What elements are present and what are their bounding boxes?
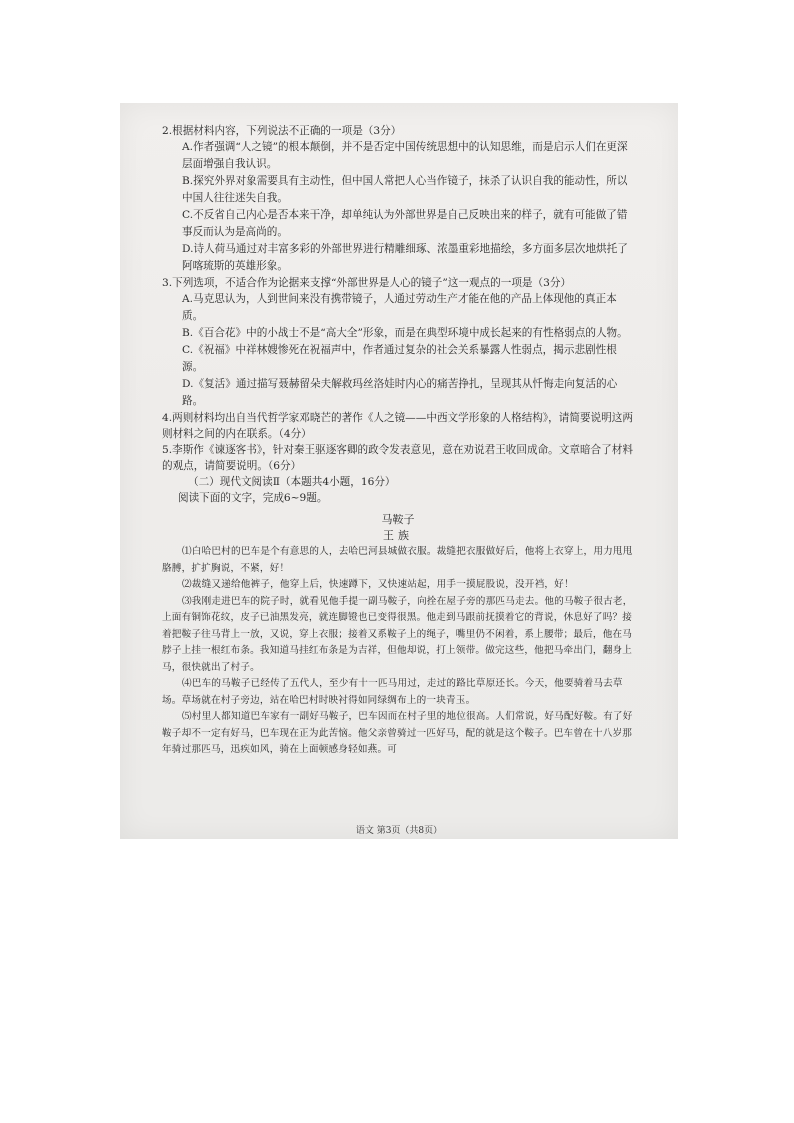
article-paragraph-3: ⑶我刚走进巴车的院子时，就看见他手提一副马鞍子，向拴在屋子旁的那匹马走去。他的马鞍子很古老，上面有铜饰花纹，皮子已油黑发亮，就连脚镫也已变得很黑。他走到马跟前抚摸着它的背说，休息好了吗？接着把鞍子往马背上一放，又说，穿上衣服；接着又系鞍子上的绳子，嘴里仍不闲着，系上腰带；最后，他在马脖子上挂一根红布条。我知道马挂红布条是为吉祥，但他却说，打上领带。做完这些，他把马牵出门，翻身上马，很快就出了村子。 (162, 595, 633, 673)
q3-option-b: B.《百合花》中的小战士不是“高大全”形象，而是在典型环境中成长起来的有性格弱点的人物。 (182, 327, 628, 339)
question-3-stem: 3.下列选项，不适合作为论据来支撑“外部世界是人心的镜子”这一观点的一项是（3分） (162, 277, 572, 289)
q3-option-d: D.《复活》通过描写聂赫留朵夫解救玛丝洛娃时内心的痛苦挣扎，呈现其从忏悔走向复活的心路。 (182, 378, 618, 407)
question-2-stem: 2.根据材料内容，下列说法不正确的一项是（3分） (162, 125, 402, 137)
scanned-page (120, 103, 678, 839)
article-paragraph-2: ⑵裁缝又递给他裤子，他穿上后，快速蹲下，又快速站起，用手一摸屁股说，没开裆，好！ (182, 579, 574, 590)
q2-option-d: D.诗人荷马通过对丰富多彩的外部世界进行精雕细琢、浓墨重彩地描绘，多方面多层次地烘托了阿喀琉斯的英雄形象。 (182, 243, 628, 272)
section-heading: （二）现代文阅读Ⅱ（本题共4小题，16分） (188, 476, 396, 488)
q2-option-a: A.作者强调“人之镜”的根本颠倒，并不是否定中国传统思想中的认知思维，而是启示人们在更深层面增强自我认识。 (182, 141, 628, 170)
article-paragraph-4: ⑷巴车的马鞍子已经传了五代人，至少有十一匹马用过，走过的路比草原还长。今天，他要骑着马去草场。草场就在村子旁边，站在哈巴村时映衬得如同绿绸布上的一块青玉。 (162, 678, 623, 706)
article-paragraph-5: ⑸村里人都知道巴车家有一副好马鞍子，巴车因而在村子里的地位很高。人们常说，好马配好鞍。有了好鞍子却不一定有好马，巴车现在正为此苦恼。他父亲曾骑过一匹好马，配的就是这个鞍子。巴车曾在十八岁那年骑过那匹马，迅疾如风，骑在上面顿感身轻如燕。可 (162, 711, 633, 755)
q2-option-c: C.不反省自己内心是否本来干净，却单纯认为外部世界是自己反映出来的样子，就有可能做了错事反而认为是高尚的。 (182, 209, 628, 238)
question-4: 4.两则材料均出自当代哲学家邓晓芒的著作《人之镜——中西文学形象的人格结构》，请简要说明这两则材料之间的内在联系。（4分） (162, 412, 633, 440)
page-footer: 语文 第3页（共8页） (355, 826, 443, 836)
q3-option-c: C.《祝福》中祥林嫂惨死在祝福声中，作者通过复杂的社会关系暴露人性弱点，揭示悲剧性根源。 (182, 344, 617, 373)
article-title: 马鞍子 (381, 513, 415, 526)
article-paragraph-1: ⑴白哈巴村的巴车是个有意思的人，去哈巴河县城做衣服。裁缝把衣服做好后，他将上衣穿上，用力甩甩胳膊，扩扩胸说，不紧，好！ (162, 546, 633, 574)
q3-option-a: A.马克思认为，人到世间来没有携带镜子，人通过劳动生产才能在他的产品上体现他的真正本质。 (182, 293, 617, 322)
question-5: 5.李斯作《谏逐客书》，针对秦王驱逐客卿的政令发表意见，意在劝说君王收回成命。文章暗合了材料的观点，请简要说明。（6分） (162, 444, 633, 472)
section-instruction: 阅读下面的文字，完成6~9题。 (178, 492, 328, 504)
q2-option-b: B.探究外界对象需要具有主动性，但中国人常把人心当作镜子，抹杀了认识自我的能动性，所以中国人往往迷失自我。 (182, 175, 628, 204)
article-author: 王族 (383, 529, 413, 542)
exam-content (162, 123, 634, 759)
